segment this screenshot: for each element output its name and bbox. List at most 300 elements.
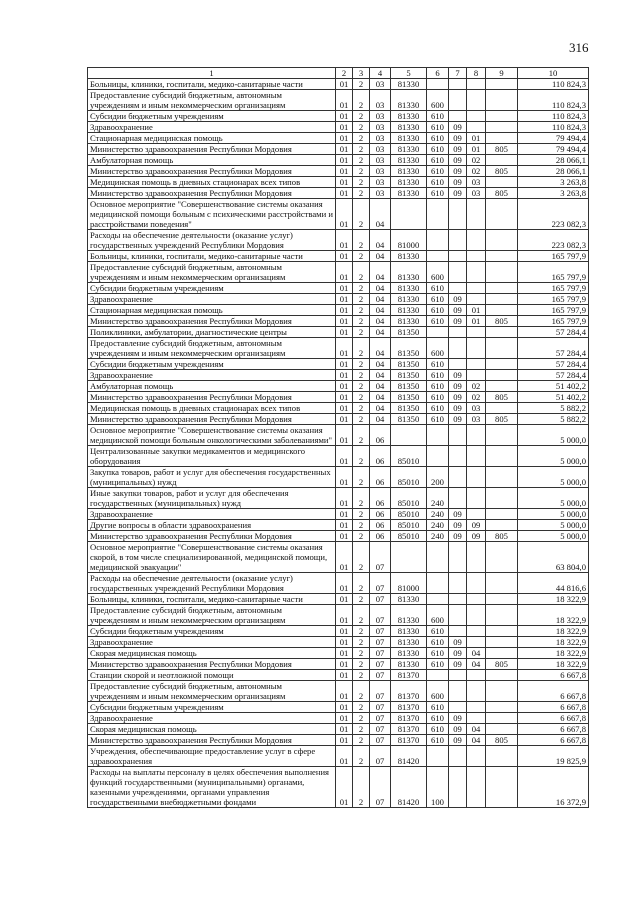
code-cell: 06 [370, 467, 391, 488]
code-cell: 09 [449, 305, 467, 316]
amount-cell: 28 066,1 [518, 166, 589, 177]
code-cell: 01 [336, 637, 353, 648]
code-cell: 01 [336, 509, 353, 520]
code-cell: 09 [449, 122, 467, 133]
amount-cell: 5 000,0 [518, 446, 589, 467]
code-cell: 2 [353, 467, 370, 488]
code-cell: 81370 [391, 670, 427, 681]
code-cell: 81330 [391, 177, 427, 188]
code-cell: 07 [370, 724, 391, 735]
amount-cell: 165 797,9 [518, 316, 589, 327]
code-cell: 01 [336, 133, 353, 144]
code-cell [427, 573, 449, 594]
code-cell [427, 670, 449, 681]
amount-cell: 5 000,0 [518, 488, 589, 509]
code-cell: 81350 [391, 381, 427, 392]
code-cell: 01 [336, 626, 353, 637]
code-cell: 610 [427, 166, 449, 177]
row-name-cell: Предоставление субсидий бюджетным, автономным учреждениям и иным некоммерческим организациям [88, 338, 336, 359]
code-cell: 81330 [391, 251, 427, 262]
amount-cell: 51 402,2 [518, 392, 589, 403]
code-cell: 09 [449, 316, 467, 327]
code-cell [427, 251, 449, 262]
row-name-cell: Министерство здравоохранения Республики Мордовия [88, 735, 336, 746]
code-cell [486, 177, 518, 188]
table-row [88, 188, 589, 199]
code-cell: 02 [467, 381, 486, 392]
code-cell: 2 [353, 251, 370, 262]
table-row [88, 573, 589, 594]
row-name-cell: Министерство здравоохранения Республики Мордовия [88, 188, 336, 199]
code-cell: 81330 [391, 605, 427, 626]
code-cell: 610 [427, 626, 449, 637]
table-row [88, 359, 589, 370]
code-cell: 04 [370, 381, 391, 392]
code-cell [467, 327, 486, 338]
code-cell: 01 [336, 305, 353, 316]
code-cell: 2 [353, 542, 370, 573]
code-cell: 03 [370, 133, 391, 144]
code-cell: 805 [486, 414, 518, 425]
row-name-cell: Амбулаторная помощь [88, 381, 336, 392]
code-cell: 04 [467, 735, 486, 746]
code-cell: 81350 [391, 370, 427, 381]
code-cell: 03 [370, 90, 391, 111]
code-cell [449, 230, 467, 251]
code-cell [449, 488, 467, 509]
code-cell: 01 [336, 702, 353, 713]
code-cell [486, 746, 518, 767]
amount-cell: 165 797,9 [518, 251, 589, 262]
code-cell: 81420 [391, 746, 427, 767]
code-cell: 2 [353, 230, 370, 251]
code-cell [486, 425, 518, 446]
code-cell: 07 [370, 702, 391, 713]
code-cell: 01 [336, 681, 353, 702]
row-name-cell: Министерство здравоохранения Республики Мордовия [88, 316, 336, 327]
table-row [88, 381, 589, 392]
code-cell [486, 605, 518, 626]
code-cell: 610 [427, 713, 449, 724]
code-cell [449, 542, 467, 573]
code-cell [467, 79, 486, 90]
column-header: 3 [353, 68, 370, 79]
column-header: 6 [427, 68, 449, 79]
code-cell: 01 [336, 713, 353, 724]
code-cell: 2 [353, 670, 370, 681]
code-cell: 01 [467, 316, 486, 327]
code-cell: 07 [370, 605, 391, 626]
code-cell [486, 594, 518, 605]
amount-cell: 6 667,8 [518, 735, 589, 746]
code-cell [449, 359, 467, 370]
table-row [88, 90, 589, 111]
code-cell: 09 [449, 735, 467, 746]
code-cell: 805 [486, 144, 518, 155]
code-cell: 200 [427, 467, 449, 488]
code-cell [486, 90, 518, 111]
amount-cell: 6 667,8 [518, 702, 589, 713]
code-cell: 2 [353, 746, 370, 767]
code-cell: 81330 [391, 166, 427, 177]
amount-cell: 79 494,4 [518, 144, 589, 155]
code-cell [391, 425, 427, 446]
code-cell: 09 [449, 403, 467, 414]
amount-cell: 165 797,9 [518, 305, 589, 316]
code-cell: 04 [370, 251, 391, 262]
table-row [88, 199, 589, 230]
code-cell: 09 [449, 381, 467, 392]
code-cell: 81330 [391, 90, 427, 111]
amount-cell: 223 082,3 [518, 199, 589, 230]
code-cell [467, 467, 486, 488]
code-cell [486, 488, 518, 509]
code-cell [427, 327, 449, 338]
code-cell: 610 [427, 370, 449, 381]
row-name-cell: Предоставление субсидий бюджетным, автономным учреждениям и иным некоммерческим организациям [88, 605, 336, 626]
code-cell [467, 90, 486, 111]
code-cell: 81330 [391, 79, 427, 90]
amount-cell: 5 882,2 [518, 403, 589, 414]
code-cell: 81330 [391, 316, 427, 327]
code-cell: 2 [353, 488, 370, 509]
code-cell: 81000 [391, 230, 427, 251]
code-cell: 2 [353, 305, 370, 316]
code-cell: 03 [467, 177, 486, 188]
table-header-row [88, 68, 589, 79]
code-cell: 01 [336, 144, 353, 155]
code-cell: 04 [370, 262, 391, 283]
code-cell: 04 [467, 648, 486, 659]
code-cell [391, 199, 427, 230]
code-cell: 06 [370, 488, 391, 509]
code-cell: 610 [427, 381, 449, 392]
amount-cell: 223 082,3 [518, 230, 589, 251]
code-cell: 610 [427, 177, 449, 188]
code-cell [486, 509, 518, 520]
code-cell: 610 [427, 316, 449, 327]
code-cell: 01 [336, 414, 353, 425]
amount-cell: 57 284,4 [518, 370, 589, 381]
column-header: 1 [88, 68, 336, 79]
amount-cell: 5 000,0 [518, 520, 589, 531]
code-cell [449, 681, 467, 702]
code-cell: 07 [370, 767, 391, 808]
code-cell: 09 [449, 648, 467, 659]
row-name-cell: Субсидии бюджетным учреждениям [88, 283, 336, 294]
code-cell [486, 702, 518, 713]
code-cell: 600 [427, 681, 449, 702]
code-cell: 03 [370, 111, 391, 122]
code-cell: 2 [353, 392, 370, 403]
code-cell: 01 [336, 520, 353, 531]
code-cell: 81350 [391, 359, 427, 370]
row-name-cell: Другие вопросы в области здравоохранения [88, 520, 336, 531]
code-cell [486, 467, 518, 488]
code-cell [427, 199, 449, 230]
code-cell [467, 626, 486, 637]
amount-cell: 18 322,9 [518, 659, 589, 670]
code-cell [467, 262, 486, 283]
row-name-cell: Централизованные закупки медикаментов и медицинского оборудования [88, 446, 336, 467]
code-cell: 01 [336, 670, 353, 681]
table-row [88, 467, 589, 488]
row-name-cell: Министерство здравоохранения Республики Мордовия [88, 414, 336, 425]
code-cell: 01 [336, 199, 353, 230]
row-name-cell: Предоставление субсидий бюджетным, автономным учреждениям и иным некоммерческим организациям [88, 262, 336, 283]
row-name-cell: Стационарная медицинская помощь [88, 133, 336, 144]
code-cell: 2 [353, 735, 370, 746]
code-cell: 09 [449, 155, 467, 166]
code-cell [467, 767, 486, 808]
code-cell: 01 [336, 370, 353, 381]
code-cell: 01 [336, 467, 353, 488]
code-cell: 610 [427, 283, 449, 294]
code-cell: 805 [486, 316, 518, 327]
code-cell: 81330 [391, 283, 427, 294]
code-cell: 2 [353, 724, 370, 735]
code-cell: 2 [353, 370, 370, 381]
row-name-cell: Предоставление субсидий бюджетным, автономным учреждениям и иным некоммерческим организациям [88, 681, 336, 702]
code-cell: 600 [427, 90, 449, 111]
table-row [88, 746, 589, 767]
code-cell: 01 [336, 648, 353, 659]
code-cell: 01 [336, 381, 353, 392]
code-cell: 01 [336, 594, 353, 605]
code-cell: 600 [427, 262, 449, 283]
code-cell [467, 425, 486, 446]
row-name-cell: Министерство здравоохранения Республики Мордовия [88, 392, 336, 403]
code-cell: 01 [336, 90, 353, 111]
code-cell [486, 283, 518, 294]
code-cell: 805 [486, 531, 518, 542]
table-row [88, 735, 589, 746]
code-cell: 610 [427, 188, 449, 199]
code-cell: 09 [449, 133, 467, 144]
code-cell: 2 [353, 155, 370, 166]
code-cell: 07 [370, 713, 391, 724]
code-cell: 07 [370, 573, 391, 594]
code-cell: 805 [486, 188, 518, 199]
row-name-cell: Поликлиники, амбулатории, диагностические центры [88, 327, 336, 338]
code-cell [486, 294, 518, 305]
table-row [88, 305, 589, 316]
code-cell: 06 [370, 520, 391, 531]
code-cell [467, 283, 486, 294]
code-cell: 01 [336, 659, 353, 670]
code-cell: 2 [353, 381, 370, 392]
code-cell [467, 702, 486, 713]
code-cell [449, 767, 467, 808]
row-name-cell: Скорая медицинская помощь [88, 724, 336, 735]
amount-cell: 5 000,0 [518, 425, 589, 446]
table-row [88, 542, 589, 573]
code-cell: 01 [336, 746, 353, 767]
row-name-cell: Скорая медицинская помощь [88, 648, 336, 659]
table-row [88, 594, 589, 605]
code-cell: 2 [353, 294, 370, 305]
amount-cell: 51 402,2 [518, 381, 589, 392]
code-cell: 610 [427, 735, 449, 746]
code-cell [486, 573, 518, 594]
code-cell: 85010 [391, 509, 427, 520]
code-cell: 2 [353, 681, 370, 702]
code-cell [486, 681, 518, 702]
row-name-cell: Станции скорой и неотложной помощи [88, 670, 336, 681]
code-cell: 610 [427, 359, 449, 370]
code-cell: 610 [427, 144, 449, 155]
code-cell [467, 746, 486, 767]
code-cell: 04 [370, 414, 391, 425]
code-cell [486, 648, 518, 659]
code-cell: 610 [427, 403, 449, 414]
code-cell: 01 [336, 425, 353, 446]
code-cell: 04 [370, 199, 391, 230]
code-cell: 04 [370, 327, 391, 338]
code-cell: 06 [370, 425, 391, 446]
code-cell: 01 [467, 305, 486, 316]
code-cell: 2 [353, 520, 370, 531]
code-cell: 09 [449, 509, 467, 520]
table-row [88, 251, 589, 262]
amount-cell: 18 322,9 [518, 637, 589, 648]
code-cell: 240 [427, 488, 449, 509]
code-cell: 09 [449, 370, 467, 381]
code-cell: 03 [370, 166, 391, 177]
amount-cell: 110 824,3 [518, 79, 589, 90]
code-cell: 07 [370, 735, 391, 746]
code-cell: 610 [427, 155, 449, 166]
amount-cell: 165 797,9 [518, 294, 589, 305]
code-cell [427, 79, 449, 90]
code-cell: 81370 [391, 724, 427, 735]
amount-cell: 57 284,4 [518, 327, 589, 338]
amount-cell: 6 667,8 [518, 670, 589, 681]
code-cell: 81330 [391, 294, 427, 305]
code-cell [486, 542, 518, 573]
code-cell: 2 [353, 594, 370, 605]
code-cell [467, 573, 486, 594]
row-name-cell: Больницы, клиники, госпитали, медико-санитарные части [88, 79, 336, 90]
code-cell: 01 [336, 392, 353, 403]
code-cell [427, 542, 449, 573]
code-cell: 2 [353, 111, 370, 122]
row-name-cell: Закупка товаров, работ и услуг для обеспечения государственных (муниципальных) нужд [88, 467, 336, 488]
table-row [88, 520, 589, 531]
code-cell: 07 [370, 681, 391, 702]
column-header: 4 [370, 68, 391, 79]
code-cell: 09 [449, 713, 467, 724]
code-cell: 01 [336, 188, 353, 199]
code-cell: 01 [336, 403, 353, 414]
code-cell: 240 [427, 509, 449, 520]
code-cell: 06 [370, 509, 391, 520]
code-cell: 81370 [391, 702, 427, 713]
code-cell: 01 [336, 155, 353, 166]
code-cell: 01 [336, 262, 353, 283]
code-cell: 01 [336, 294, 353, 305]
code-cell: 03 [370, 188, 391, 199]
code-cell: 600 [427, 338, 449, 359]
table-row [88, 488, 589, 509]
table-row [88, 605, 589, 626]
row-name-cell: Министерство здравоохранения Республики Мордовия [88, 166, 336, 177]
table-row [88, 283, 589, 294]
row-name-cell: Министерство здравоохранения Республики Мордовия [88, 659, 336, 670]
table-row [88, 681, 589, 702]
code-cell [486, 713, 518, 724]
amount-cell: 57 284,4 [518, 338, 589, 359]
code-cell [486, 327, 518, 338]
code-cell: 2 [353, 338, 370, 359]
code-cell [486, 199, 518, 230]
row-name-cell: Субсидии бюджетным учреждениям [88, 702, 336, 713]
code-cell: 805 [486, 659, 518, 670]
table-row [88, 370, 589, 381]
code-cell [449, 262, 467, 283]
code-cell: 805 [486, 392, 518, 403]
code-cell: 610 [427, 702, 449, 713]
code-cell: 01 [336, 327, 353, 338]
code-cell: 01 [336, 111, 353, 122]
code-cell [449, 467, 467, 488]
code-cell: 2 [353, 262, 370, 283]
amount-cell: 18 322,9 [518, 594, 589, 605]
code-cell [467, 199, 486, 230]
code-cell: 81350 [391, 392, 427, 403]
code-cell [467, 370, 486, 381]
row-name-cell: Основное мероприятие "Совершенствование системы оказания скорой, в том числе специализированной, медицинской помощи, медицинской эвакуации" [88, 542, 336, 573]
amount-cell: 16 372,9 [518, 767, 589, 808]
code-cell: 01 [336, 531, 353, 542]
code-cell: 610 [427, 111, 449, 122]
amount-cell: 18 322,9 [518, 605, 589, 626]
code-cell: 09 [449, 392, 467, 403]
code-cell: 81370 [391, 681, 427, 702]
amount-cell: 79 494,4 [518, 133, 589, 144]
code-cell: 01 [336, 122, 353, 133]
code-cell: 01 [336, 166, 353, 177]
code-cell [467, 446, 486, 467]
code-cell: 03 [370, 79, 391, 90]
code-cell [486, 446, 518, 467]
code-cell: 85010 [391, 467, 427, 488]
code-cell [449, 746, 467, 767]
row-name-cell: Субсидии бюджетным учреждениям [88, 111, 336, 122]
amount-cell: 110 824,3 [518, 111, 589, 122]
column-header: 8 [467, 68, 486, 79]
row-name-cell: Субсидии бюджетным учреждениям [88, 359, 336, 370]
code-cell: 81370 [391, 713, 427, 724]
code-cell: 04 [370, 305, 391, 316]
table-row [88, 122, 589, 133]
row-name-cell: Здравоохранение [88, 122, 336, 133]
amount-cell: 6 667,8 [518, 724, 589, 735]
code-cell: 81350 [391, 414, 427, 425]
code-cell: 03 [467, 403, 486, 414]
code-cell: 03 [370, 144, 391, 155]
code-cell: 04 [370, 294, 391, 305]
code-cell: 85010 [391, 531, 427, 542]
code-cell: 610 [427, 414, 449, 425]
table-row [88, 446, 589, 467]
code-cell: 2 [353, 767, 370, 808]
table-row [88, 767, 589, 808]
code-cell: 01 [336, 230, 353, 251]
code-cell: 85010 [391, 446, 427, 467]
code-cell [467, 670, 486, 681]
code-cell [486, 767, 518, 808]
